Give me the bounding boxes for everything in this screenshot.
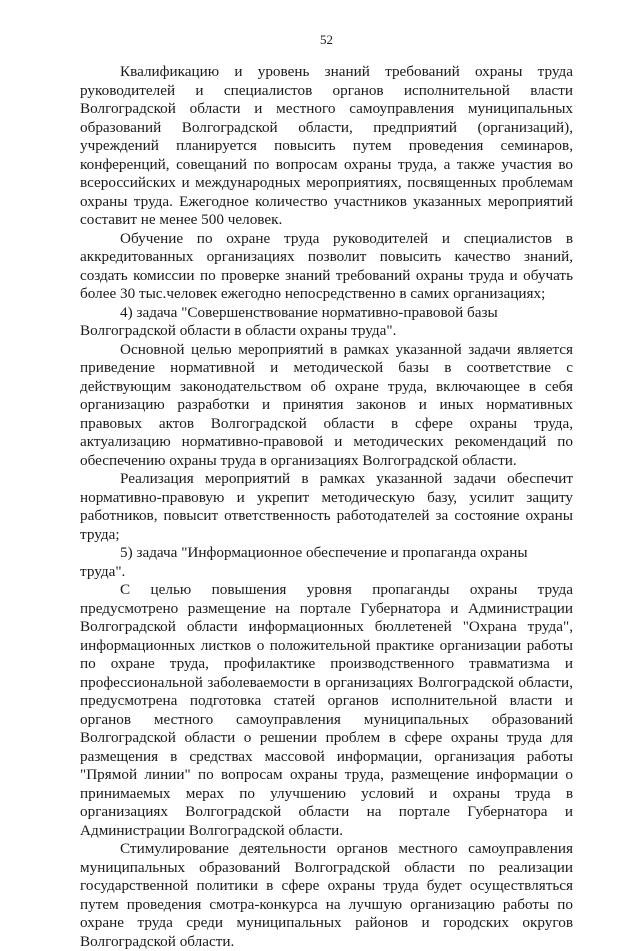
paragraph-qualification: Квалификацию и уровень знаний требований охраны труда руководителей и специалистов органов исполнительной власти Волгоградской области и местного самоуправления муниципальных образований Волгоградской области, предприятий (организаций), учреждений планируется повысить путем проведения семинаров, конференций, совещаний по вопросам охраны труда, а также участия во всероссийских и международных мероприятиях, посвященных проблемам охраны труда. Ежегодное количество участников указанных мероприятий составит не менее 500 человек. <box>80 63 573 228</box>
paragraph-task-4-goal: Основной целью мероприятий в рамках указанной задачи является приведение нормативной и методической базы в соответствие с действующим законодательством об охране труда, включающее в себя организацию разработки и принятия законов и иных нормативных правовых актов Волгоградской области в сфере охраны труда, актуализацию нормативно-правовой и методических рекомендаций по обеспечению охраны труда в организациях Волгоградской области. <box>80 340 573 469</box>
paragraph-stimulation: Стимулирование деятельности органов местного самоуправления муниципальных образований Волгоградской области по реализации государственной политики в сфере охраны труда будет осуществляться путем проведения смотра-конкурса на лучшую организацию работы по охране труда среди муниципальных районов и городских округов Волгоградской области. <box>80 840 573 950</box>
paragraph-training: Обучение по охране труда руководителей и специалистов в аккредитованных организациях позволит повысить качество знаний, создать комиссии по проверке знаний требований охраны труда и обучать более 30 тыс.человек ежегодно непосредственно в самих организациях; <box>80 229 573 302</box>
paragraph-task-5-propaganda: С целью повышения уровня пропаганды охраны труда предусмотрено размещение на портале Губернатора и Администрации Волгоградской области информационных бюллетеней "Охрана труда", информационных листков о положительной практике организации работы по охране труда, профилактике производственного травматизма и профессиональной заболеваемости в организациях Волгоградской области, предусмотрена подготовка статей органов исполнительной власти и органов местного самоуправления муниципальных образований Волгоградской области о решении проблем в сфере охраны труда для размещения в средствах массовой информации, организация работы "Прямой линии" по вопросам охраны труда, размещение информации о принимаемых мерах по улучшению условий и охраны труда в организациях Волгоградской области на портале Губернатора и Администрации Волгоградской области. <box>80 581 573 839</box>
paragraph-task-4-result: Реализация мероприятий в рамках указанной задачи обеспечит нормативно-правовую и укрепит методическую базу, усилит защиту работников, повысит ответственность работодателей за состояние охраны труда; <box>80 470 573 543</box>
page-number: 52 <box>320 32 333 47</box>
document-body <box>80 63 573 951</box>
paragraph-task-5: 5) задача "Информационное обеспечение и пропаганда охраны труда". <box>80 544 528 580</box>
paragraph-task-4: 4) задача "Совершенствование нормативно-правовой базы Волгоградской области в области охраны труда". <box>80 303 498 339</box>
